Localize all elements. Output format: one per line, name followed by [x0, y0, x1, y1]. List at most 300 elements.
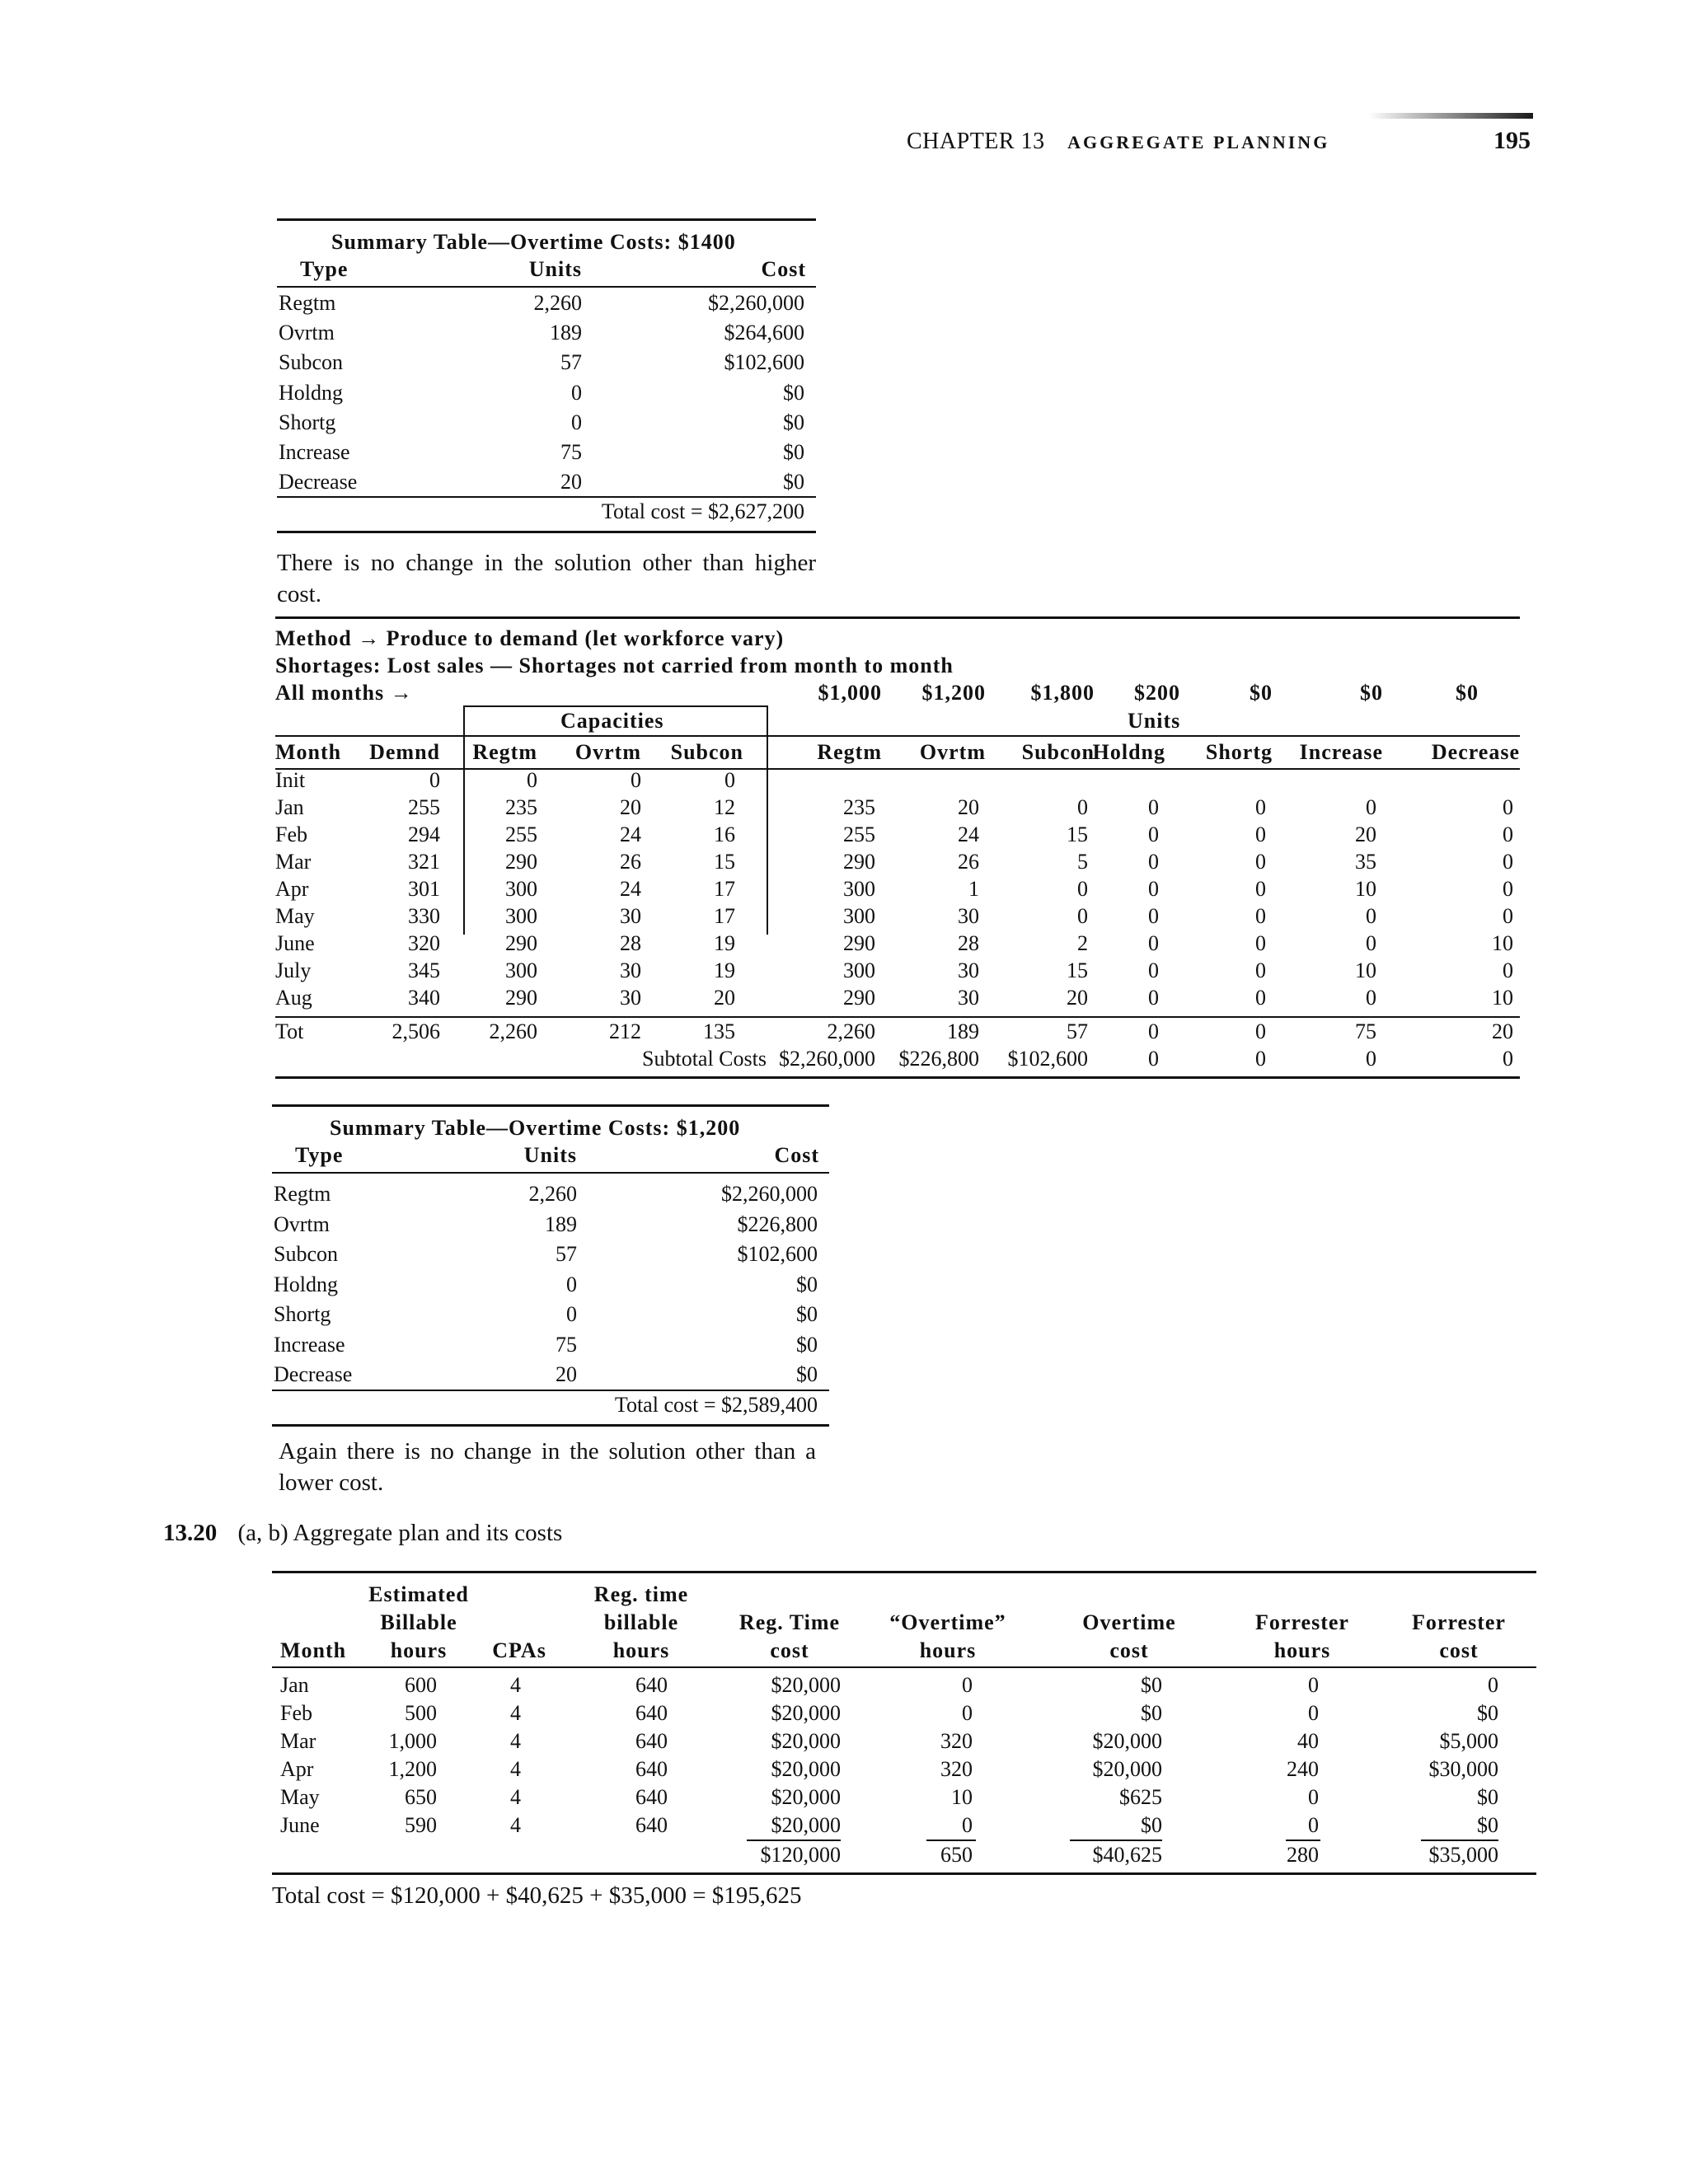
produce-to-demand-table [275, 616, 1520, 1078]
month-cell: May [280, 1785, 320, 1809]
value-cell: 240 [1287, 1757, 1319, 1781]
col-header: Decrease [1431, 740, 1520, 764]
total-cell: 75 [1355, 1019, 1376, 1043]
summary-type: Regtm [279, 291, 336, 315]
summary-units: 189 [550, 321, 582, 345]
summary-units: 20 [556, 1362, 577, 1386]
value-cell: 0 [1255, 904, 1266, 928]
value-cell: 290 [505, 931, 537, 955]
value-cell: $20,000 [771, 1729, 841, 1753]
problem-number: 13.20 [163, 1520, 218, 1546]
value-cell: 15 [1067, 958, 1088, 982]
month-cell: Apr [275, 877, 309, 901]
total-cell: 280 [1287, 1843, 1319, 1867]
value-cell: 4 [510, 1673, 521, 1697]
shortages-line: Shortages: Lost sales — Shortages not carried from month to month [275, 654, 954, 677]
header-rule [272, 1666, 1536, 1668]
summary-cost: $102,600 [737, 1242, 818, 1266]
problem-text: (a, b) Aggregate plan and its costs [237, 1520, 563, 1546]
total-rule [275, 1016, 1520, 1018]
value-cell: $0 [1141, 1813, 1162, 1837]
value-cell: 0 [1148, 904, 1159, 928]
value-cell: 0 [1503, 795, 1513, 819]
subtotal-cell: 0 [1366, 1047, 1376, 1071]
total-cell: 2,506 [392, 1019, 440, 1043]
value-cell: 15 [1067, 823, 1088, 846]
header-rule [277, 286, 816, 288]
value-cell: 640 [635, 1673, 668, 1697]
value-cell: 0 [1148, 986, 1159, 1010]
summary-cost: $2,260,000 [708, 291, 804, 315]
value-cell: 0 [1077, 877, 1088, 901]
value-cell: 20 [1067, 986, 1088, 1010]
summary-cost: $102,600 [724, 350, 804, 375]
value-cell: 12 [714, 795, 735, 819]
value-cell: 320 [940, 1757, 973, 1781]
plan-total-cost: Total cost = $120,000 + $40,625 + $35,000 = $195,625 [272, 1882, 802, 1909]
col-header: Holdng [1092, 740, 1165, 764]
month-cell: Aug [275, 986, 312, 1010]
value-cell: 290 [505, 986, 537, 1010]
value-cell: 1 [968, 877, 979, 901]
value-cell: 0 [1255, 958, 1266, 982]
bottom-rule [272, 1424, 829, 1427]
value-cell: 0 [724, 768, 735, 792]
column-underline [1421, 1840, 1498, 1841]
summary-cost: $0 [796, 1332, 818, 1357]
value-cell: 19 [714, 931, 735, 955]
value-cell: 0 [1255, 823, 1266, 846]
value-cell: $20,000 [771, 1785, 841, 1809]
col-header: hours [390, 1638, 448, 1662]
col-header: CPAs [492, 1638, 546, 1662]
value-cell: 590 [405, 1813, 437, 1837]
summary-type: Subcon [279, 350, 343, 375]
column-underline [1286, 1840, 1320, 1841]
subtotal-cell: $2,260,000 [779, 1047, 875, 1071]
value-cell: 300 [843, 877, 875, 901]
unit-cost: $1,800 [1030, 681, 1095, 705]
value-cell: 290 [843, 986, 875, 1010]
running-header [907, 129, 1329, 155]
col-header: Month [279, 1638, 347, 1662]
value-cell: 640 [635, 1729, 668, 1753]
summary-units: 57 [556, 1242, 577, 1266]
total-label: Tot [275, 1019, 304, 1043]
col-header: Increase [1299, 740, 1383, 764]
summary-units: 0 [571, 380, 582, 405]
summary-cost: $0 [796, 1362, 818, 1386]
col-header-cost: Cost [774, 1143, 819, 1167]
summary-units: 75 [560, 440, 582, 464]
value-cell: 640 [635, 1785, 668, 1809]
col-header: Demnd [369, 740, 440, 764]
units-label: Units [1128, 709, 1181, 733]
col-header: cost [770, 1638, 809, 1662]
col-header: Ovrtm [919, 740, 986, 764]
summary-cost: $0 [796, 1272, 818, 1296]
summary-table-overtime-1200 [272, 1104, 829, 1422]
value-cell: 26 [620, 850, 641, 874]
total-cell: $120,000 [760, 1843, 841, 1867]
value-cell: 0 [1488, 1673, 1498, 1697]
value-cell: 28 [958, 931, 979, 955]
value-cell: 4 [510, 1785, 521, 1809]
month-cell: July [275, 958, 312, 982]
month-cell: Feb [275, 823, 307, 846]
value-cell: 255 [505, 823, 537, 846]
value-cell: 300 [505, 877, 537, 901]
value-cell: $20,000 [771, 1757, 841, 1781]
value-cell: 0 [1255, 986, 1266, 1010]
value-cell: 24 [958, 823, 979, 846]
value-cell: 290 [505, 850, 537, 874]
month-cell: May [275, 904, 315, 928]
col-header-type: Type [300, 257, 349, 281]
value-cell: 20 [620, 795, 641, 819]
summary-units: 2,260 [533, 291, 582, 315]
column-underline [747, 1840, 841, 1841]
value-cell: $20,000 [1092, 1757, 1162, 1781]
col-header: Month [275, 740, 342, 764]
summary-type: Decrease [279, 470, 358, 494]
value-cell: $0 [1141, 1701, 1162, 1725]
summary-type: Decrease [274, 1362, 353, 1386]
value-cell: 320 [940, 1729, 973, 1753]
value-cell: 0 [1503, 958, 1513, 982]
value-cell: 0 [962, 1701, 973, 1725]
value-cell: 16 [714, 823, 735, 846]
summary-type: Shortg [279, 410, 336, 434]
month-cell: Feb [280, 1701, 312, 1725]
summary-caption: Summary Table—Overtime Costs: $1400 [331, 230, 736, 254]
chapter-label: CHAPTER 13 [907, 129, 1045, 154]
summary-type: Shortg [274, 1302, 331, 1326]
header-rule [272, 1172, 829, 1174]
value-cell: 300 [843, 958, 875, 982]
value-cell: 24 [620, 823, 641, 846]
value-cell: 30 [958, 904, 979, 928]
value-cell: 321 [408, 850, 440, 874]
subtotal-label: Subtotal Costs [642, 1047, 767, 1071]
value-cell: 26 [958, 850, 979, 874]
value-cell: 0 [1077, 904, 1088, 928]
subtotal-cell: $102,600 [1007, 1047, 1088, 1071]
value-cell: 10 [1492, 986, 1513, 1010]
value-cell: $0 [1477, 1701, 1498, 1725]
top-rule [272, 1571, 1536, 1573]
subtotal-cell: 0 [1255, 1047, 1266, 1071]
value-cell: $20,000 [771, 1813, 841, 1837]
subtotal-cell: 0 [1503, 1047, 1513, 1071]
month-cell: Jan [275, 795, 304, 819]
value-cell: 330 [408, 904, 440, 928]
value-cell: 301 [408, 877, 440, 901]
value-cell: 20 [714, 986, 735, 1010]
summary-table-overtime-1400 [277, 218, 816, 536]
col-header: billable [603, 1610, 679, 1634]
month-cell: Init [275, 768, 306, 792]
col-header: Regtm [817, 740, 882, 764]
value-cell: $0 [1477, 1813, 1498, 1837]
value-cell: 17 [714, 904, 735, 928]
capacities-top-border [463, 705, 768, 707]
subtotal-cell: $226,800 [898, 1047, 979, 1071]
summary-units: 75 [556, 1332, 577, 1357]
summary-units: 20 [560, 470, 582, 494]
value-cell: 294 [408, 823, 440, 846]
summary-caption: Summary Table—Overtime Costs: $1,200 [330, 1116, 741, 1140]
summary-units: 0 [571, 410, 582, 434]
value-cell: 0 [962, 1673, 973, 1697]
value-cell: 235 [505, 795, 537, 819]
value-cell: 30 [958, 958, 979, 982]
col-header: hours [1273, 1638, 1331, 1662]
col-header: Overtime [1082, 1610, 1176, 1634]
unit-cost: $0 [1360, 681, 1383, 705]
value-cell: 24 [620, 877, 641, 901]
value-cell: 640 [635, 1757, 668, 1781]
col-header: Forrester [1412, 1610, 1506, 1634]
summary-cost: $0 [783, 410, 804, 434]
top-rule [277, 218, 816, 221]
value-cell: $20,000 [1092, 1729, 1162, 1753]
value-cell: 0 [1366, 931, 1376, 955]
value-cell: 0 [1366, 904, 1376, 928]
value-cell: 30 [620, 986, 641, 1010]
value-cell: 0 [1503, 877, 1513, 901]
value-cell: 17 [714, 877, 735, 901]
col-header: Forrester [1255, 1610, 1349, 1634]
value-cell: $20,000 [771, 1701, 841, 1725]
col-header: Subcon [1021, 740, 1095, 764]
value-cell: 0 [1148, 850, 1159, 874]
summary-type: Increase [274, 1332, 345, 1357]
summary-type: Regtm [274, 1182, 331, 1206]
value-cell: 0 [1503, 823, 1513, 846]
value-cell: 0 [1308, 1813, 1319, 1837]
value-cell: $0 [1477, 1785, 1498, 1809]
summary-units: 189 [545, 1212, 577, 1236]
summary-total: Total cost = $2,627,200 [601, 499, 804, 524]
summary-type: Subcon [274, 1242, 338, 1266]
bottom-rule [277, 531, 816, 533]
bottom-rule [275, 1076, 1520, 1079]
value-cell: 300 [505, 958, 537, 982]
unit-cost: $200 [1134, 681, 1180, 705]
value-cell: 300 [843, 904, 875, 928]
value-cell: 10 [1355, 877, 1376, 901]
aggregate-plan-table [272, 1571, 1536, 1868]
summary-cost: $0 [783, 440, 804, 464]
col-header: cost [1439, 1638, 1479, 1662]
total-cell: 135 [703, 1019, 735, 1043]
value-cell: 290 [843, 931, 875, 955]
value-cell: 640 [635, 1813, 668, 1837]
total-cell: 0 [1255, 1019, 1266, 1043]
value-cell: 0 [962, 1813, 973, 1837]
col-header: “Overtime” [889, 1610, 1006, 1634]
value-cell: 0 [1255, 795, 1266, 819]
value-cell: 2 [1077, 931, 1088, 955]
value-cell: 1,200 [388, 1757, 437, 1781]
total-cell: 57 [1067, 1019, 1088, 1043]
month-cell: Jan [280, 1673, 309, 1697]
value-cell: 0 [1148, 958, 1159, 982]
value-cell: 30 [958, 986, 979, 1010]
col-header-units: Units [528, 257, 582, 281]
value-cell: 0 [1255, 850, 1266, 874]
unit-cost: $1,000 [818, 681, 882, 705]
summary-type: Increase [279, 440, 350, 464]
value-cell: 0 [1148, 877, 1159, 901]
month-cell: Mar [280, 1729, 316, 1753]
value-cell: 255 [408, 795, 440, 819]
col-header-units: Units [523, 1143, 577, 1167]
bottom-rule [272, 1872, 1536, 1875]
value-cell: 650 [405, 1785, 437, 1809]
value-cell: 1,000 [388, 1729, 437, 1753]
value-cell: 300 [505, 904, 537, 928]
value-cell: 0 [1366, 986, 1376, 1010]
top-rule [272, 1104, 829, 1107]
month-cell: June [275, 931, 315, 955]
summary-cost: $2,260,000 [721, 1182, 818, 1206]
value-cell: 0 [1308, 1785, 1319, 1809]
capacities-left-border [463, 705, 465, 935]
value-cell: $625 [1119, 1785, 1162, 1809]
value-cell: 4 [510, 1813, 521, 1837]
col-header: Billable [380, 1610, 457, 1634]
summary-cost: $226,800 [737, 1212, 818, 1236]
column-underline [1070, 1840, 1162, 1841]
summary-type: Ovrtm [279, 321, 335, 345]
value-cell: 40 [1297, 1729, 1319, 1753]
value-cell: 10 [1492, 931, 1513, 955]
summary-type: Holdng [274, 1272, 338, 1296]
col-header-cost: Cost [761, 257, 806, 281]
value-cell: 345 [408, 958, 440, 982]
value-cell: $0 [1141, 1673, 1162, 1697]
summary-cost: $0 [783, 470, 804, 494]
value-cell: 30 [620, 958, 641, 982]
month-cell: Mar [275, 850, 312, 874]
value-cell: $30,000 [1428, 1757, 1498, 1781]
value-cell: 0 [1148, 931, 1159, 955]
col-header: Shortg [1205, 740, 1273, 764]
value-cell: 0 [1077, 795, 1088, 819]
value-cell: 235 [843, 795, 875, 819]
month-cell: Apr [280, 1757, 314, 1781]
summary-type: Ovrtm [274, 1212, 330, 1236]
summary-cost: $0 [783, 380, 804, 405]
summary-units: 57 [560, 350, 582, 375]
col-header: Estimated [368, 1582, 469, 1606]
note-higher-cost: There is no change in the solution other than higher cost. [277, 550, 816, 607]
col-header-type: Type [295, 1143, 344, 1167]
month-cell: June [280, 1813, 320, 1837]
total-rule [272, 1390, 829, 1391]
capacities-label: Capacities [560, 709, 664, 733]
value-cell: 30 [620, 904, 641, 928]
capacities-right-border [767, 705, 768, 935]
total-cell: $35,000 [1428, 1843, 1498, 1867]
column-underline [926, 1840, 976, 1841]
value-cell: 340 [408, 986, 440, 1010]
value-cell: 5 [1077, 850, 1088, 874]
value-cell: 320 [408, 931, 440, 955]
value-cell: 35 [1355, 850, 1376, 874]
value-cell: 4 [510, 1729, 521, 1753]
summary-cost: $0 [796, 1302, 818, 1326]
unit-cost: $0 [1250, 681, 1273, 705]
method-line: Method → Produce to demand (let workforce vary) [275, 626, 785, 650]
value-cell: 28 [620, 931, 641, 955]
summary-total: Total cost = $2,589,400 [614, 1392, 818, 1417]
value-cell: 15 [714, 850, 735, 874]
value-cell: 0 [631, 768, 641, 792]
col-header: Ovrtm [574, 740, 641, 764]
subtotal-cell: 0 [1148, 1047, 1159, 1071]
value-cell: 20 [958, 795, 979, 819]
total-cell: 0 [1148, 1019, 1159, 1043]
value-cell: 4 [510, 1701, 521, 1725]
value-cell: 0 [1503, 904, 1513, 928]
total-cell: 2,260 [827, 1019, 875, 1043]
value-cell: 500 [405, 1701, 437, 1725]
unit-cost: $1,200 [921, 681, 986, 705]
total-cell: 650 [940, 1843, 973, 1867]
col-header: Regtm [472, 740, 537, 764]
value-cell: 19 [714, 958, 735, 982]
total-rule [277, 496, 816, 498]
value-cell: 10 [951, 1785, 973, 1809]
total-cell: 189 [947, 1019, 979, 1043]
total-cell: 212 [609, 1019, 641, 1043]
value-cell: 0 [1366, 795, 1376, 819]
col-header: Subcon [670, 740, 743, 764]
value-cell: $20,000 [771, 1673, 841, 1697]
value-cell: 20 [1355, 823, 1376, 846]
summary-type: Holdng [279, 380, 343, 405]
top-rule [275, 616, 1520, 619]
col-header: Reg. Time [738, 1610, 841, 1634]
value-cell: 0 [429, 768, 440, 792]
value-cell: 4 [510, 1757, 521, 1781]
total-cell: 2,260 [489, 1019, 537, 1043]
value-cell: 0 [1255, 931, 1266, 955]
unit-cost: $0 [1456, 681, 1479, 705]
col-header: cost [1109, 1638, 1149, 1662]
summary-units: 0 [566, 1302, 577, 1326]
summary-units: 2,260 [528, 1182, 577, 1206]
value-cell: 600 [405, 1673, 437, 1697]
value-cell: 0 [1148, 823, 1159, 846]
value-cell: 0 [1148, 795, 1159, 819]
header-bottom-rule [275, 768, 1520, 770]
summary-cost: $264,600 [724, 321, 804, 345]
value-cell: 0 [1503, 850, 1513, 874]
total-cell: 20 [1492, 1019, 1513, 1043]
col-header: hours [919, 1638, 977, 1662]
header-top-rule [275, 735, 1520, 737]
value-cell: 640 [635, 1701, 668, 1725]
col-header: hours [612, 1638, 670, 1662]
value-cell: 290 [843, 850, 875, 874]
value-cell: 0 [1308, 1701, 1319, 1725]
chapter-title: AGGREGATE PLANNING [1067, 132, 1330, 152]
note-lower-cost: Again there is no change in the solution other than a lower cost. [279, 1438, 816, 1496]
